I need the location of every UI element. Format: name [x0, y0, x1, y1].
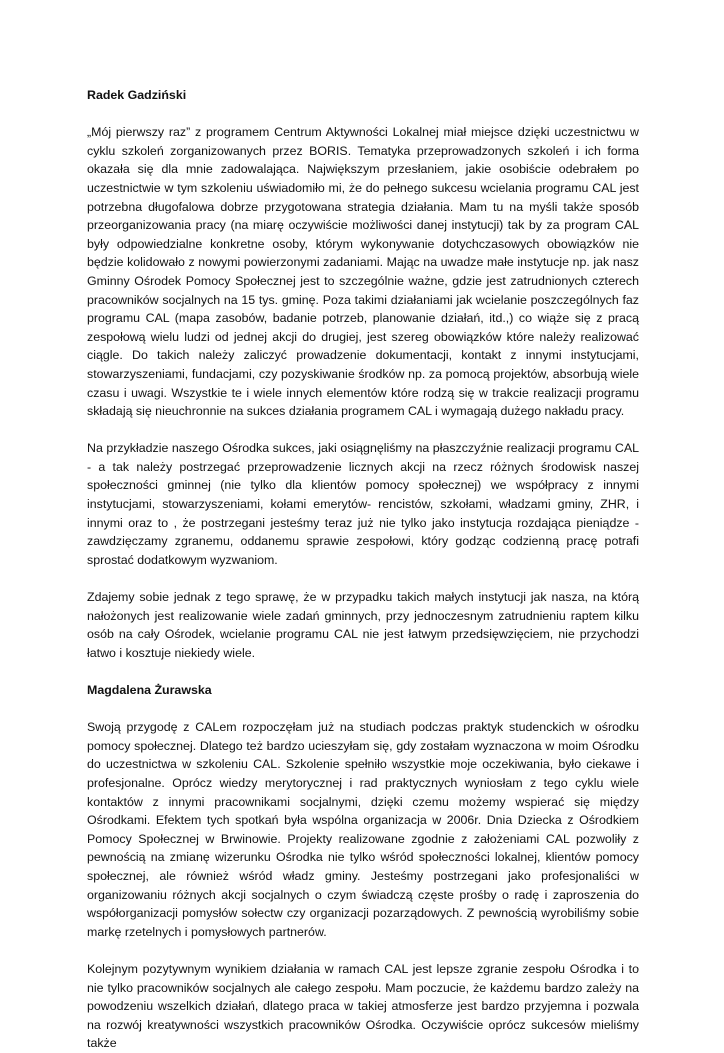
document-page [87, 86, 639, 1053]
paragraph: Kolejnym pozytywnym wynikiem działania w ramach CAL jest lepsze zgranie zespołu Ośrodka i to nie tylko pracowników socjalnych ale całego zespołu. Mam poczucie, że każdemu bardzo zależy na powodzeniu wszelkich działań, dlatego praca w takiej atmosferze jest bardzo przyjemna i pozwala na rozwój kreatywności wszystkich pracowników Ośrodka. Oczywiście oprócz sukcesów mieliśmy także [87, 961, 639, 1051]
author-heading: Magdalena Żurawska [87, 683, 212, 697]
paragraph: Zdajemy sobie jednak z tego sprawę, że w przypadku takich małych instytucji jak nasza, na którą nałożonych jest realizowanie wiele zadań gminnych, przy jednoczesnym zatrudnieniu raptem kilku osób na cały Ośrodek, wcielanie programu CAL nie jest łatwym przedsięwzięciem, nie przychodzi łatwo i kosztuje niekiedy wiele. [87, 590, 639, 660]
section-radek [87, 86, 639, 662]
paragraph: „Mój pierwszy raz” z programem Centrum Aktywności Lokalnej miał miejsce dzięki uczestnictwu w cyklu szkoleń zorganizowanych przez BORIS. Tematyka przeprowadzonych szkoleń i ich forma okazała się dla mnie zadowalająca. Największym przesłaniem, jakie osobiście odebrałem po uczestnictwie w tym szkoleniu uświadomiło mi, że do pełnego sukcesu wcielania programu CAL jest potrzebna długofalowa dobrze przygotowana strategia działania. Mam tu na myśli także sposób przeorganizowania pracy (na miarę oczywiście możliwości danej instytucji) tak by za program CAL były odpowiedzialne konkretne osoby, którym wykonywanie dotychczasowych obowiązków nie będzie kolidowało z nowymi powierzonymi zadaniami. Mając na uwadze małe instytucje np. jak nasz Gminny Ośrodek Pomocy Społecznej jest to szczególnie ważne, gdzie jest zatrudnionych czterech pracowników socjalnych na 15 tys. gminę. Poza takimi działaniami jak wcielanie poszczególnych faz programu CAL (mapa zasobów, badanie potrzeb, planowanie działań, itd.,) co wiąże się z pracą zespołową wielu ludzi od jednej akcji do drugiej, jest szereg obowiązków które należy realizować ciągle. Do takich należy zaliczyć prowadzenie dokumentacji, kontakt z innymi instytucjami, stowarzyszeniami, fundacjami, czy pozyskiwanie środków np. za pomocą projektów, absorbują wiele czasu i uwagi. Wszystkie te i wiele innych elementów które rodzą się w trakcie realizacji programu składają się nieuchronnie na sukces działania programem CAL i wymagają dużego nakładu pracy. [87, 125, 639, 419]
paragraph: Swoją przygodę z CALem rozpoczęłam już na studiach podczas praktyk studenckich w ośrodku pomocy społecznej. Dlatego też bardzo ucieszyłam się, gdy zostałam wyznaczona w moim Ośrodku do uczestnictwa w szkoleniu CAL. Szkolenie spełniło wszystkie moje oczekiwania, było ciekawe i profesjonalne. Oprócz wiedzy merytorycznej i rad praktycznych wyniosłam z tego cyklu wiele kontaktów z innymi pracownikami socjalnymi, dzięki czemu możemy wspierać się między Ośrodkami. Efektem tych spotkań była wspólna organizacja w 2006r. Dnia Dziecka z Ośrodkiem Pomocy Społecznej w Brwinowie. Projekty realizowane zgodnie z założeniami CAL pozwoliły z pewnością na zmianę wizerunku Ośrodka nie tylko wśród społeczności lokalnej, klientów pomocy społecznej, ale również wśród władz gminy. Jesteśmy postrzegani jako profesjonaliści w organizowaniu różnych akcji socjalnych o czym świadczą częste prośby o radę i zaproszenia do współorganizacji pomysłów sołectw czy organizacji pozarządowych. Z pewnością wyrobiliśmy sobie markę rzetelnych i pomysłowych partnerów. [87, 720, 639, 939]
section-magdalena [87, 681, 639, 1053]
paragraph: Na przykładzie naszego Ośrodka sukces, jaki osiągnęliśmy na płaszczyźnie realizacji programu CAL - a tak należy postrzegać przeprowadzenie licznych akcji na rzecz różnych środowisk naszej społeczności gminnej (nie tylko dla klientów pomocy społecznej) we współpracy z innymi instytucjami, stowarzyszeniami, kołami emerytów- rencistów, szkołami, władzami gminy, ZHR, i innymi oraz to , że postrzegani jesteśmy teraz już nie tylko jako instytucja rozdająca pieniądze - zawdzięczamy zgranemu, oddanemu sprawie zespołowi, który godząc codzienną pracę potrafi sprostać dodatkowym wyzwaniom. [87, 441, 639, 567]
author-heading: Radek Gadziński [87, 88, 187, 102]
